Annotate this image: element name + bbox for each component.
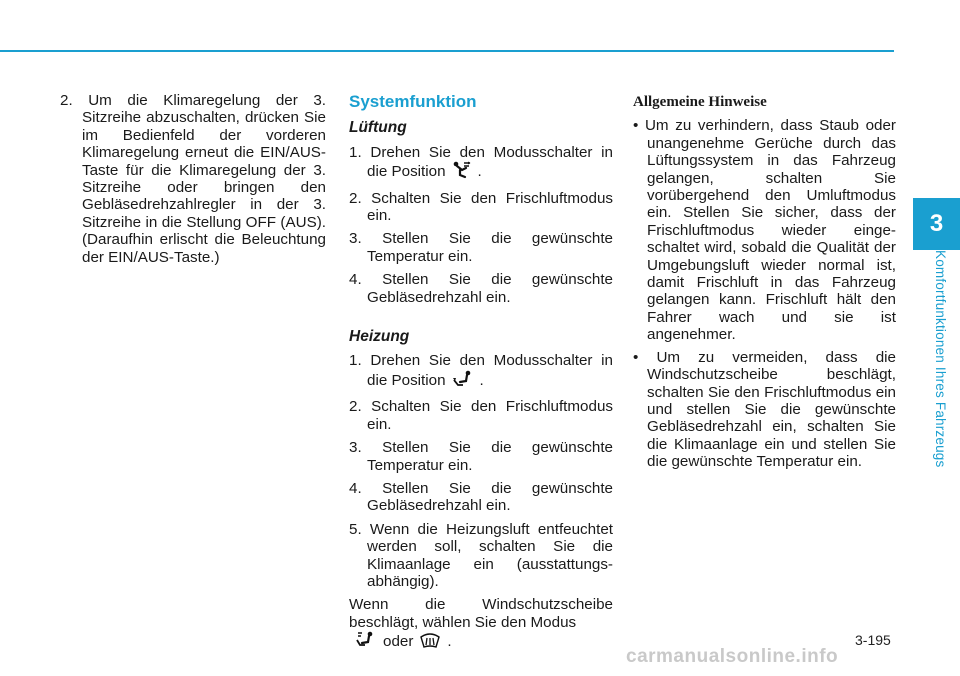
column-1 xyxy=(60,92,326,272)
defog-instruction: Wenn die Windschutzscheibe beschlägt, wählen Sie den Modus oder . xyxy=(349,596,613,653)
column-2 xyxy=(349,92,613,654)
heating-step-2: 2. Schalten Sie den Frischluftmodus ein. xyxy=(349,398,613,433)
chapter-number: 3 xyxy=(929,210,944,237)
face-vent-icon xyxy=(452,161,472,183)
general-notes-title: Allgemeine Hinweise xyxy=(633,94,767,110)
heating-step-4: 4. Stellen Sie die gewünschte Gebläsedrehzahl ein. xyxy=(349,479,613,515)
ventilation-step-3: 3. Stellen Sie die gewünschte Temperatur ein. xyxy=(349,230,613,265)
ventilation-title: Lüftung xyxy=(349,119,407,137)
chapter-tab xyxy=(913,198,960,250)
list-item: • Um zu vermeiden, dass die Windschutzscheibe beschlägt, schalten Sie den Frischluftmodus ein und stellen Sie die gewünschte Gebläsedrehzahl ein, schalten Sie die Klimaanlage ein und stellen Sie die gewünschte Temperatur ein. xyxy=(633,348,897,471)
heating-title: Heizung xyxy=(349,328,410,346)
defrost-icon xyxy=(419,631,441,653)
heating-step-1: 1. Drehen Sie den Modusschalter in die Position . xyxy=(349,352,613,392)
ventilation-step-4: 4. Stellen Sie die gewünschte Gebläsedrehzahl ein. xyxy=(349,271,613,306)
heating-step-5: 5. Wenn die Heizungsluft entfeuchtet werden soll, schalten Sie die Klimaanlage ein (ausstattungs-abhängig). xyxy=(349,520,613,590)
ventilation-step-1: 1. Drehen Sie den Modusschalter in die Position . xyxy=(349,144,613,184)
section-title: Systemfunktion xyxy=(349,92,477,111)
floor-vent-icon xyxy=(452,370,474,392)
heating-step-3: 3. Stellen Sie die gewünschte Temperatur ein. xyxy=(349,439,613,474)
watermark: carmanualsonline.info xyxy=(626,646,839,667)
chapter-title: Komfortfunktionen Ihres Fahrzeugs xyxy=(933,250,948,468)
header-rule xyxy=(0,50,894,52)
column-3 xyxy=(633,92,896,476)
ventilation-step-2: 2. Schalten Sie den Frischluftmodus ein. xyxy=(349,189,613,225)
page-number: 3-195 xyxy=(855,632,891,648)
floor-defrost-icon xyxy=(355,631,377,653)
step-3rd-row-off: 2. Um die Klimaregelung der 3. Sitzreihe abzuschalten, drücken Sie im Bedienfeld der vorderen Klimaregelung erneut die EIN/AUS-Taste für die Klimaregelung der 3. Sitzreihe oder bringen den Gebläsedrehzahlregler in der 3. Sitzreihe in die Stellung OFF (AUS). (Daraufhin erlischt die Beleuchtung der EIN/AUS-Taste.) xyxy=(60,92,326,266)
list-item: • Um zu verhindern, dass Staub oder unangenehme Gerüche durch das Lüftungssystem in das Fahrzeug gelangen, schalten Sie vorübergehend den Umluftmodus ein. Stellen Sie sicher, dass der Frischluftmodus wieder einge-schaltet wird, sobald die Qualität der Umgebungsluft wieder normal ist, damit Frischluft in das Fahrzeug gelangen kann. Frischluft hält den Fahrer wach und sie ist angenehmer. xyxy=(633,117,896,344)
